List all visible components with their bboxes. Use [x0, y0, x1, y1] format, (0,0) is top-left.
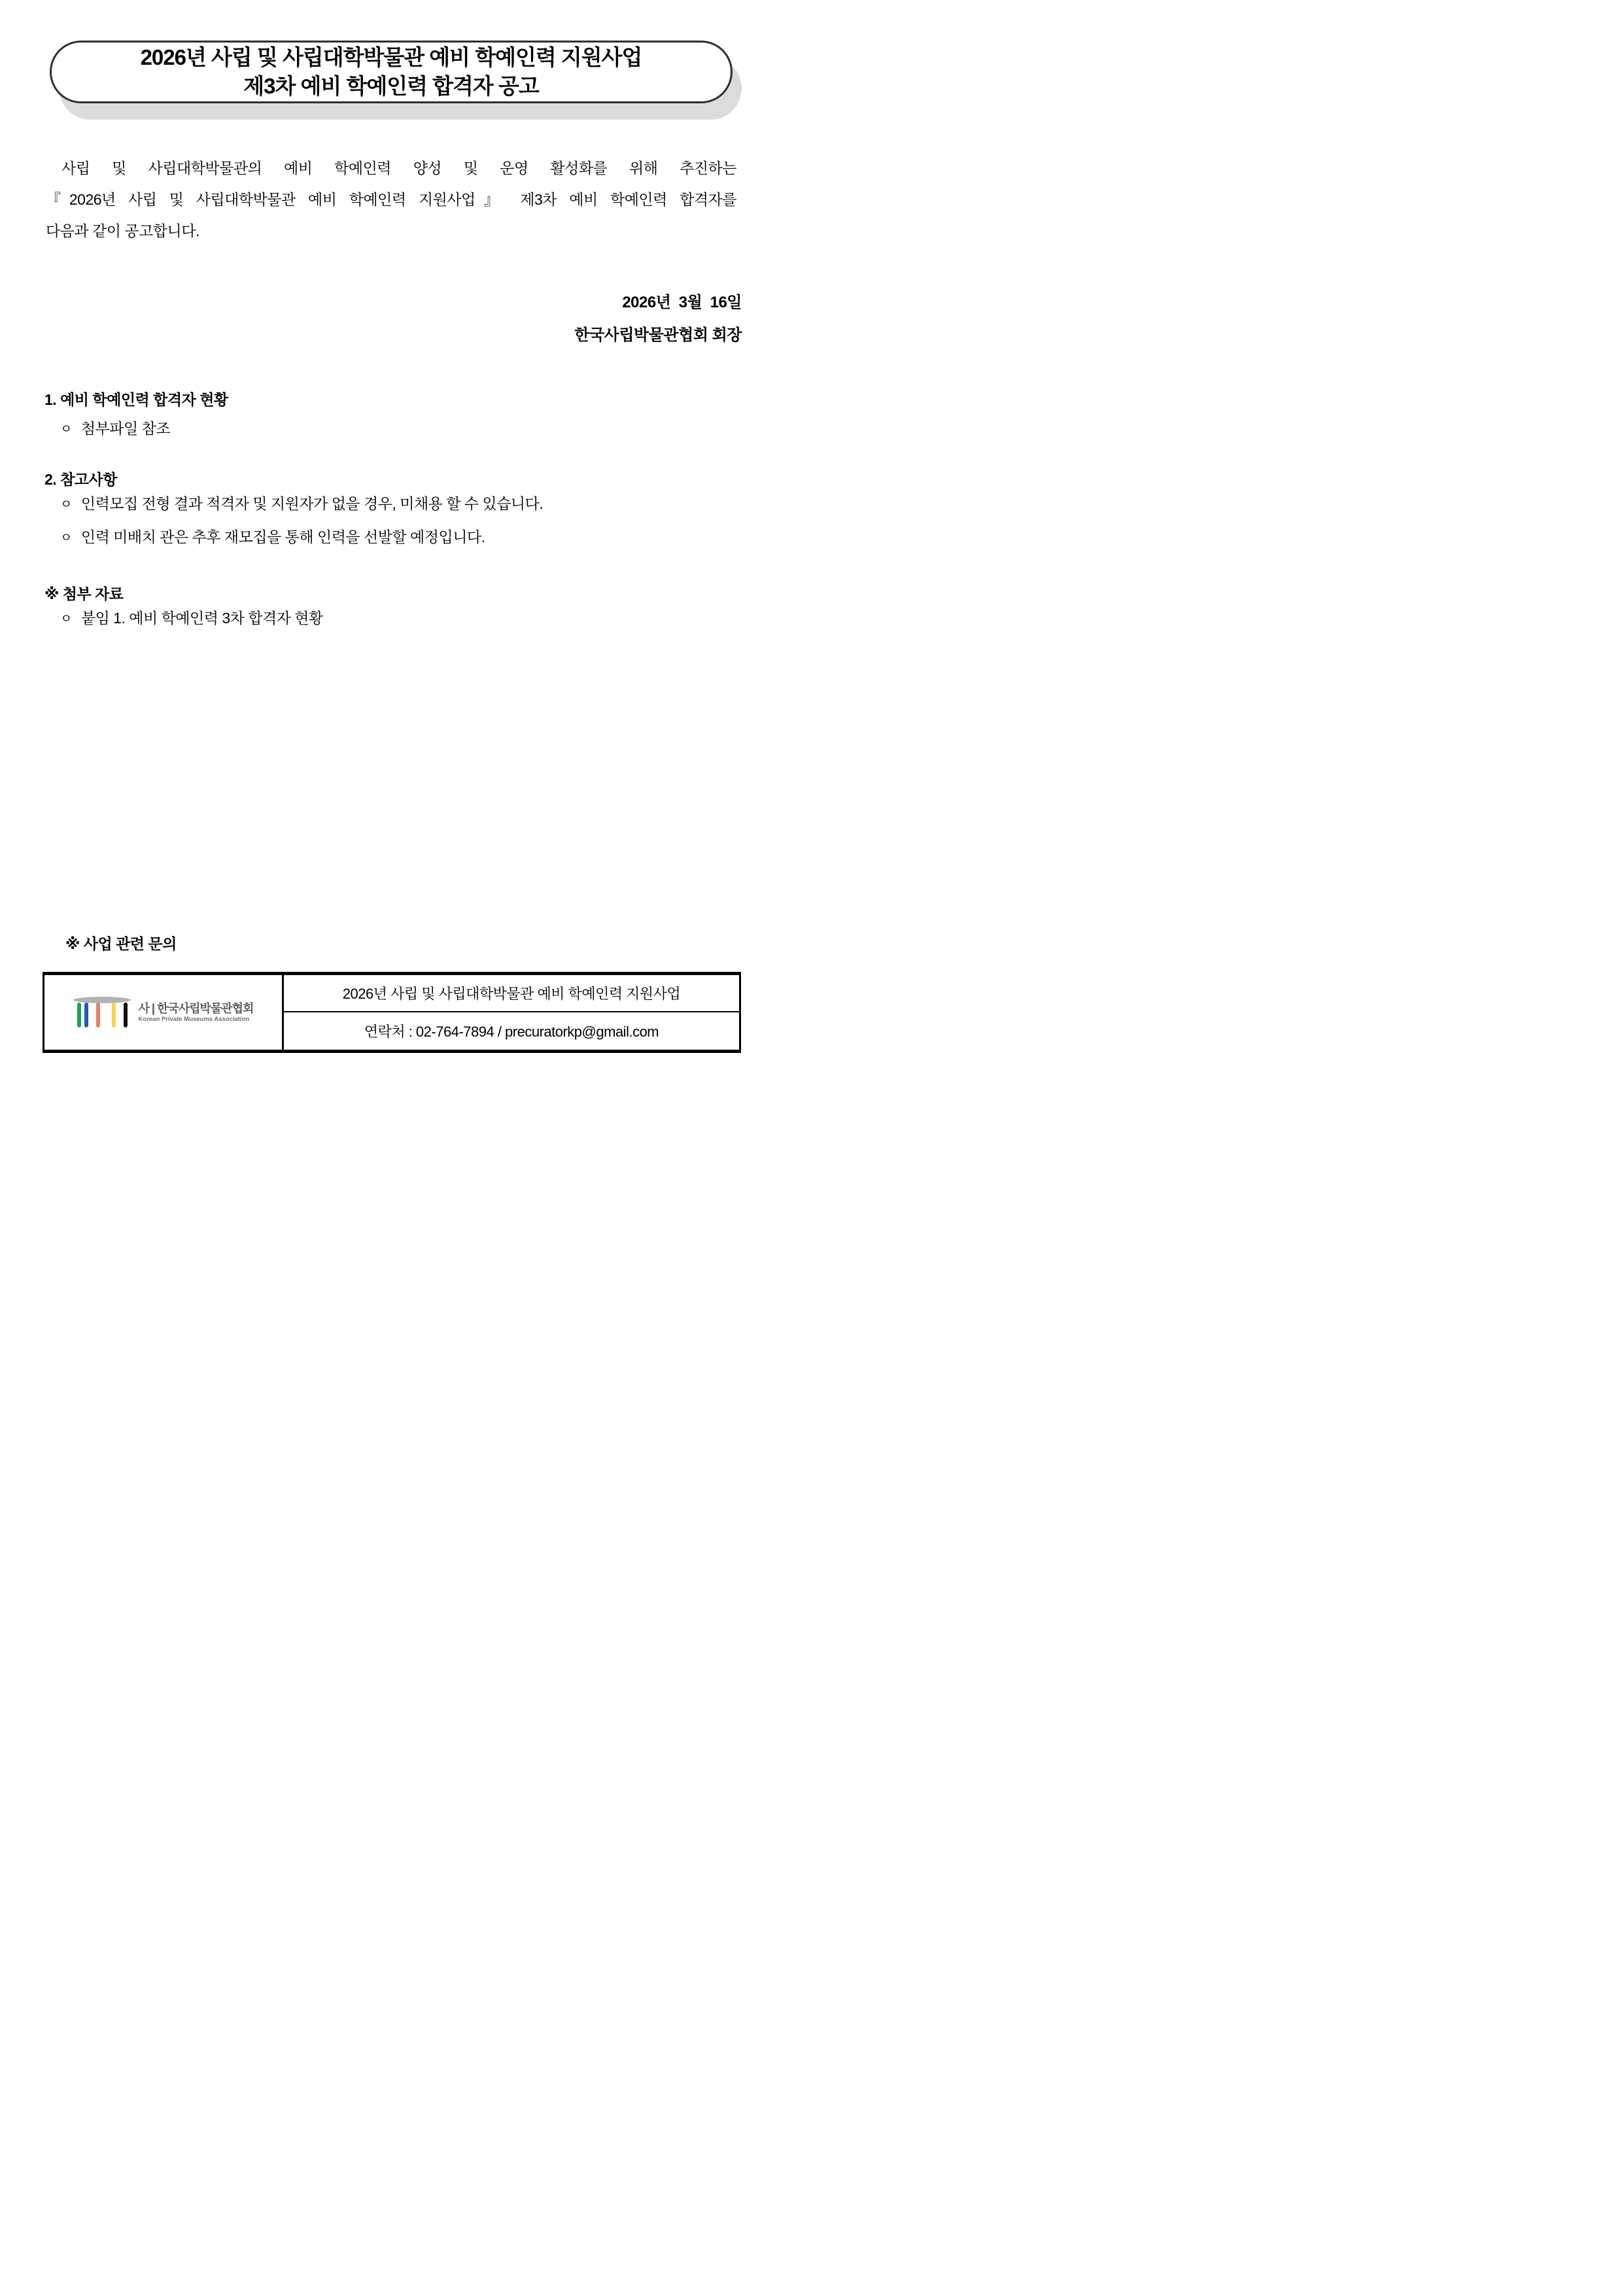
list-item-text: 인력 미배치 관은 추후 재모집을 통해 인력을 선발할 예정입니다. [80, 528, 485, 545]
contact-table [43, 972, 741, 1053]
section-1-heading: 1. 예비 학예인력 합격자 현황 [44, 391, 228, 408]
logo-english-name: Korean Private Museums Association [138, 1016, 250, 1023]
logo-bar-yellow [112, 1003, 116, 1027]
circle-bullet-icon: ㅇ [60, 531, 72, 545]
logo-canopy-shape [73, 997, 131, 1003]
association-logo [44, 975, 284, 1050]
logo-text-block [139, 1001, 254, 1024]
signature-date: 2026년 3월 16일 [622, 294, 742, 311]
logo-bar-blue [84, 1003, 88, 1027]
circle-bullet-icon: ㅇ [60, 422, 72, 436]
list-item [44, 494, 738, 515]
list-item [44, 419, 738, 440]
intro-line-2: 『2026년 사립 및 사립대학박물관 예비 학예인력 지원사업』 제3차 예비 학예인력 합격자를 [46, 191, 736, 208]
intro-line-3: 다음과 같이 공고합니다. [46, 222, 199, 239]
list-item-text: 인력모집 전형 결과 적격자 및 지원자가 없을 경우, 미채용 할 수 있습니다. [80, 495, 544, 512]
intro-line-1: 사립 및 사립대학박물관의 예비 학예인력 양성 및 운영 활성화를 위해 추진하는 [61, 160, 736, 177]
intro-paragraph [46, 152, 736, 247]
title-line-2: 제3차 예비 학예인력 합격자 공고 [243, 74, 539, 98]
section-2-heading: 2. 참고사항 [44, 471, 117, 488]
signature-organization: 한국사립박물관협회 회장 [574, 326, 742, 344]
program-title-cell: 2026년 사립 및 사립대학박물관 예비 학예인력 지원사업 [284, 975, 739, 1012]
section-pass-status [44, 390, 738, 440]
museum-logo-icon [73, 997, 131, 1028]
signature-block [44, 286, 742, 352]
logo-bar-green [77, 1003, 81, 1027]
logo-bar-black [124, 1003, 128, 1027]
contact-info-cell: 연락처 : 02-764-7894 / precuratorkp@gmail.com [364, 1024, 659, 1040]
title-box [50, 41, 733, 103]
list-item-text: 붙임 1. 예비 학예인력 3차 합격자 현황 [80, 610, 323, 627]
list-item [44, 527, 738, 549]
title-line-1: 2026년 사립 및 사립대학박물관 예비 학예인력 지원사업 [140, 45, 642, 69]
list-item-text: 첨부파일 참조 [80, 420, 171, 437]
logo-bar-coral [96, 1003, 100, 1027]
section-attachments [44, 584, 738, 630]
circle-bullet-icon: ㅇ [60, 498, 72, 511]
list-item [44, 608, 738, 630]
circle-bullet-icon: ㅇ [60, 612, 72, 626]
inquiry-heading: ※ 사업 관련 문의 [65, 935, 177, 952]
document-page [0, 0, 812, 1144]
logo-korean-name: 사 | 한국사립박물관협회 [138, 1002, 254, 1015]
section-notes [44, 470, 738, 549]
attachments-heading: ※ 첨부 자료 [44, 585, 124, 602]
